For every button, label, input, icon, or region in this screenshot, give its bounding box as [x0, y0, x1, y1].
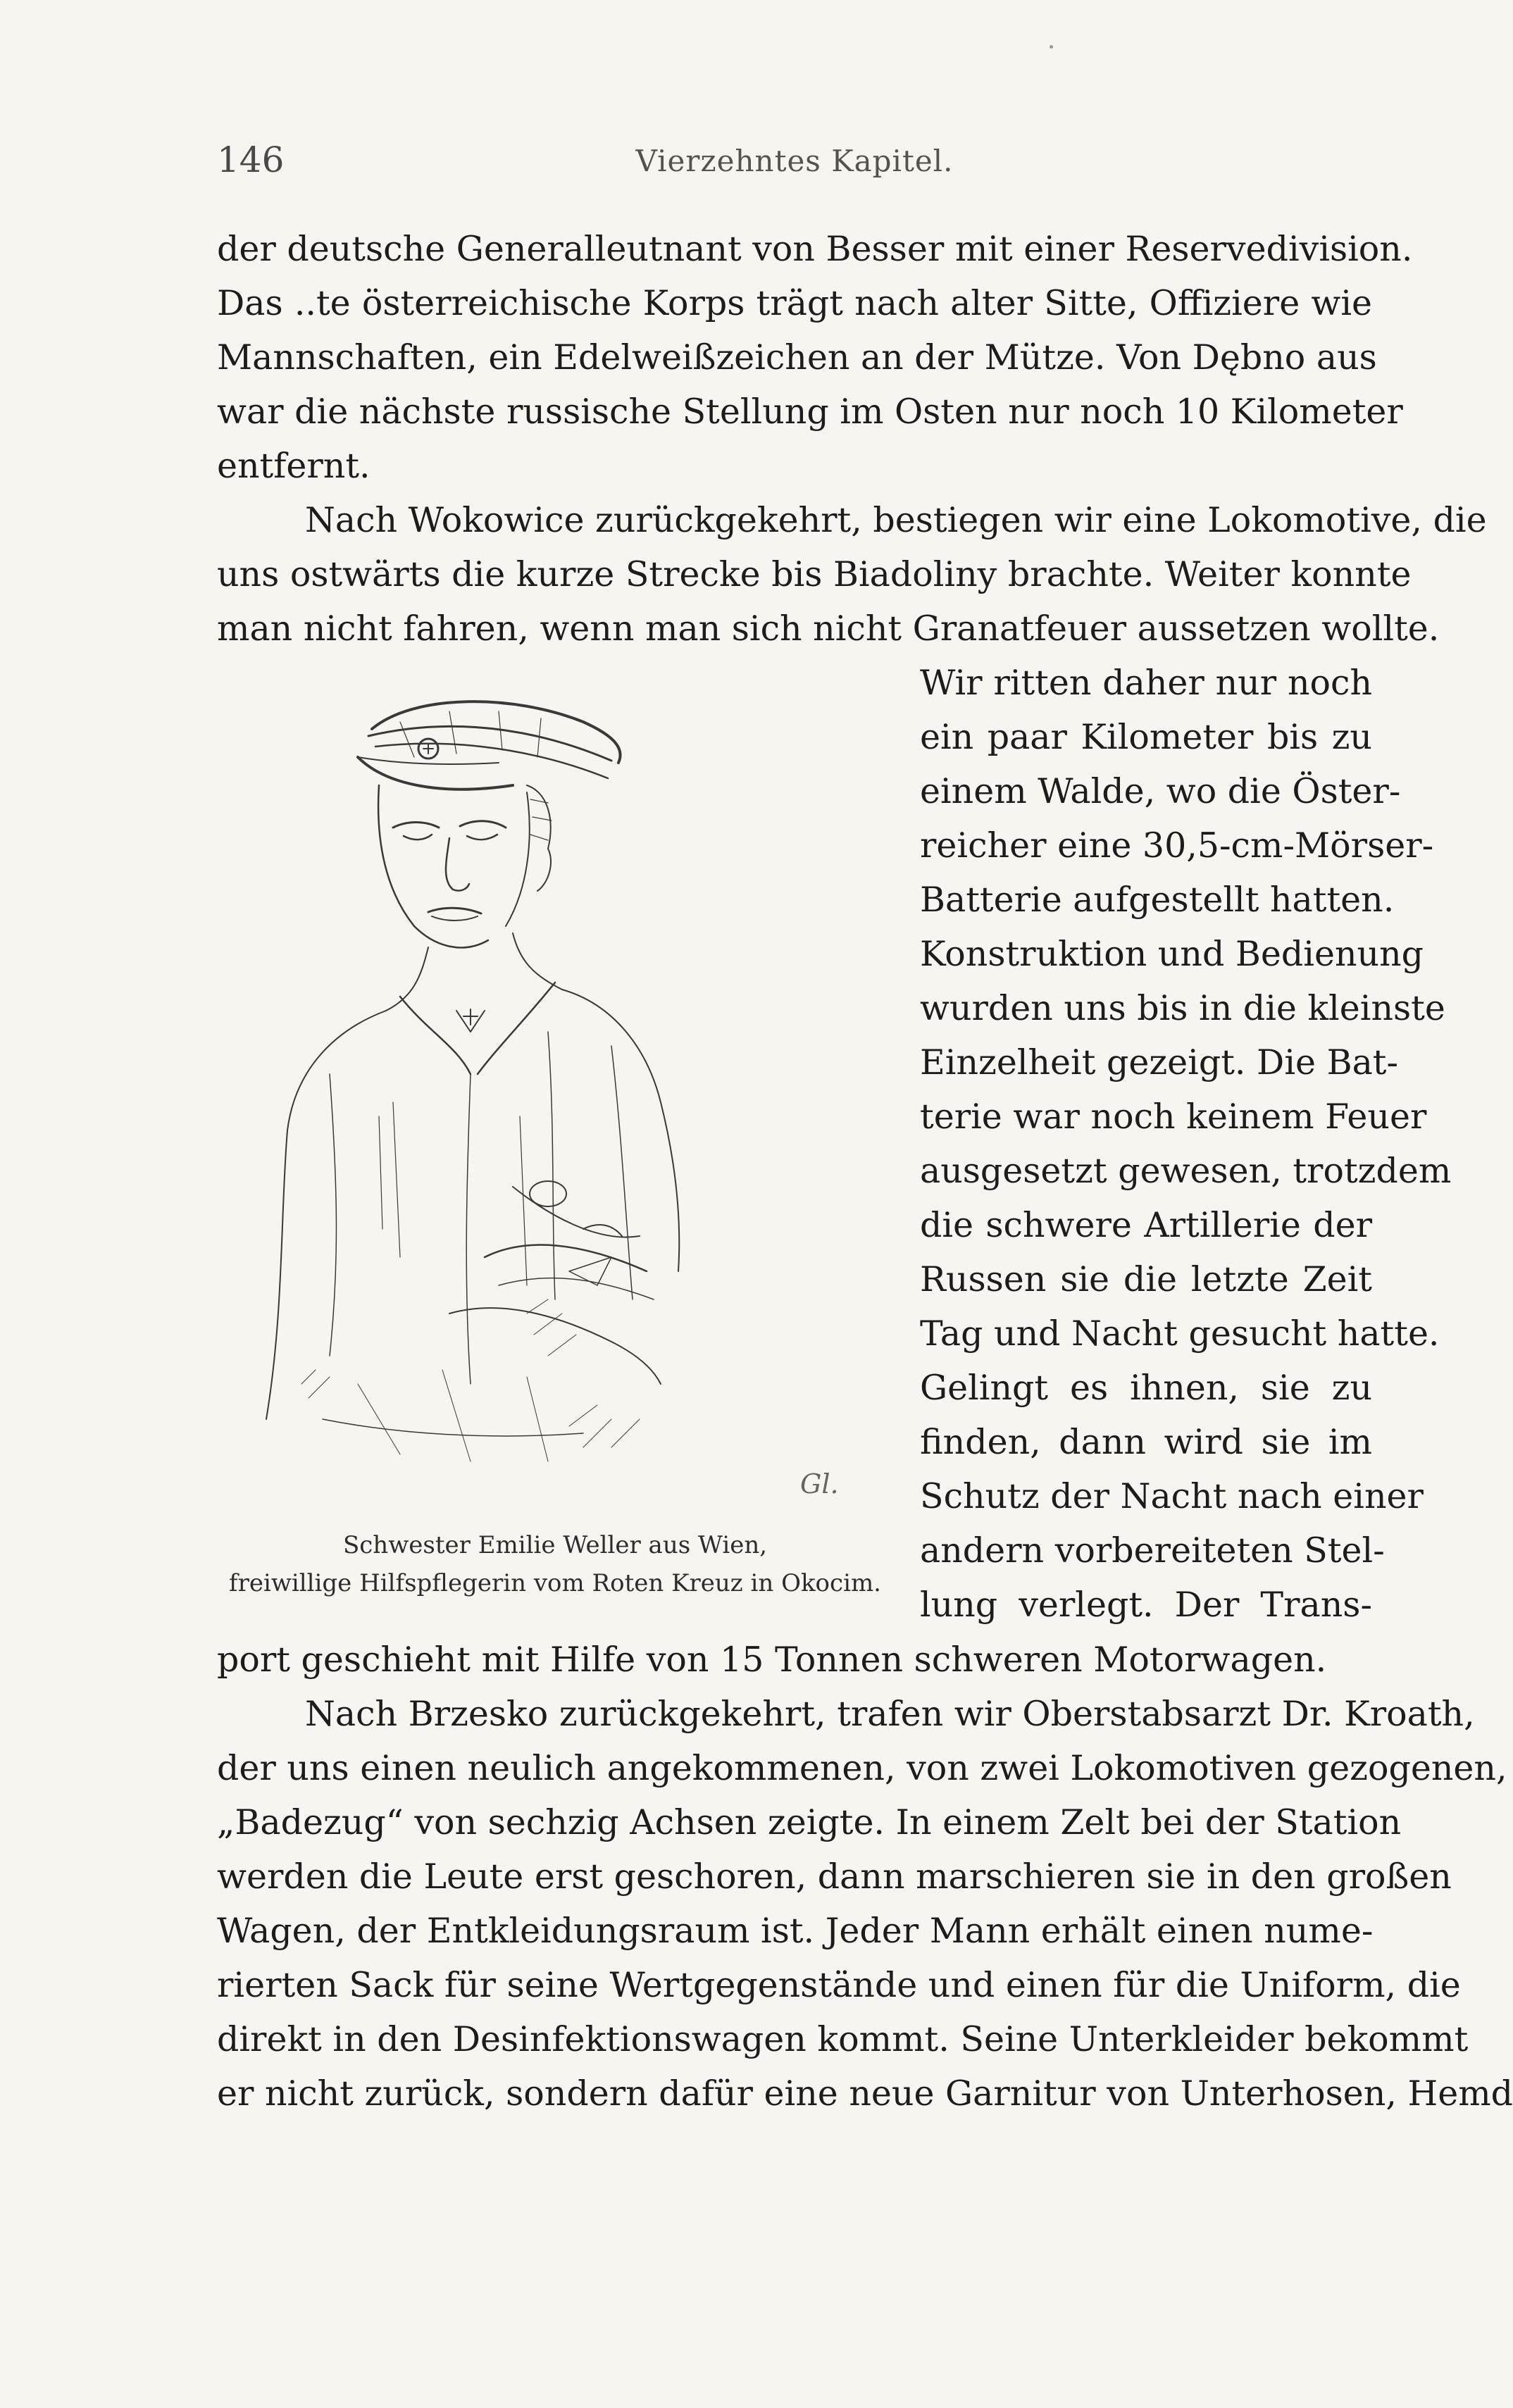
text-line: der uns einen neulich angekommenen, von zwei Lokomotiven gezogenen, — [217, 1748, 1507, 1788]
text-line: entfernt. — [217, 446, 371, 486]
text-line: die schwere Artillerie der — [920, 1205, 1372, 1245]
text-line: „Badezug“ von sechzig Achsen zeigte. In einem Zelt bei der Station — [217, 1802, 1402, 1842]
text-line: einem Walde, wo die Öster- — [920, 771, 1401, 811]
text-line: andern vorbereiteten Stel- — [920, 1530, 1385, 1571]
text-line: Russen sie die letzte Zeit — [920, 1259, 1372, 1299]
text-line: war die nächste russische Stellung im Osten nur noch 10 Kilometer — [217, 392, 1403, 432]
text-line: Konstruktion und Bedienung — [920, 934, 1424, 974]
text-line: rierten Sack für seine Wertgegenstände und einen für die Uniform, die — [217, 1965, 1461, 2005]
figure-caption-line-1: Schwester Emilie Weller aus Wien, — [342, 1531, 768, 1559]
portrait-illustration — [217, 680, 893, 1627]
text-line: wurden uns bis in die kleinste — [920, 988, 1445, 1028]
text-line: Tag und Nacht gesucht hatte. — [920, 1314, 1440, 1354]
text-line: werden die Leute erst geschoren, dann marschieren sie in den großen — [217, 1857, 1452, 1897]
page-header — [217, 139, 1372, 189]
paper-speck — [1050, 45, 1053, 49]
text-line: er nicht zurück, sondern dafür eine neue Garnitur von Unterhosen, Hemd — [217, 2073, 1513, 2114]
text-line: uns ostwärts die kurze Strecke bis Biadoliny brachte. Weiter konnte — [217, 554, 1412, 594]
text-line: Schutz der Nacht nach einer — [920, 1476, 1424, 1516]
text-line: Mannschaften, ein Edelweißzeichen an der Mütze. Von Dębno aus — [217, 337, 1377, 378]
text-line: Nach Wokowice zurückgekehrt, bestiegen wir eine Lokomotive, die — [305, 500, 1487, 540]
text-line: Gelingt es ihnen, sie zu — [920, 1368, 1372, 1408]
text-line: Wagen, der Entkleidungsraum ist. Jeder Mann erhält einen nume- — [217, 1911, 1374, 1951]
text-line: der deutsche Generalleutnant von Besser mit einer Reservedivision. — [217, 229, 1413, 269]
text-line: terie war noch keinem Feuer — [920, 1097, 1427, 1137]
text-line: ausgesetzt gewesen, trotzdem — [920, 1151, 1452, 1191]
text-line: Wir ritten daher nur noch — [920, 663, 1372, 703]
text-line: Einzelheit gezeigt. Die Bat- — [920, 1042, 1399, 1083]
text-line: port geschieht mit Hilfe von 15 Tonnen schweren Motorwagen. — [217, 1640, 1327, 1680]
text-line: finden, dann wird sie im — [920, 1422, 1372, 1462]
nurse-sketch — [217, 680, 893, 1539]
text-line: Nach Brzesko zurückgekehrt, trafen wir Oberstabsarzt Dr. Kroath, — [305, 1694, 1475, 1734]
text-line: reicher eine 30,5-cm-Mörser- — [920, 825, 1434, 866]
text-line: lung verlegt. Der Trans- — [920, 1585, 1372, 1625]
text-line: Batterie aufgestellt hatten. — [920, 880, 1395, 920]
text-line: Das ..te österreichische Korps trägt nach alter Sitte, Offiziere wie — [217, 283, 1372, 323]
page-number: 146 — [217, 139, 285, 180]
text-line: direkt in den Desinfektionswagen kommt. Seine Unterkleider bekommt — [217, 2019, 1469, 2059]
figure-caption-line-2: freiwillige Hilfspflegerin vom Roten Kreuz in Okocim. — [228, 1569, 881, 1597]
text-line: ein paar Kilometer bis zu — [920, 717, 1372, 757]
running-head: Vierzehntes Kapitel. — [635, 144, 954, 178]
text-line: man nicht fahren, wenn man sich nicht Granatfeuer aussetzen wollte. — [217, 609, 1440, 649]
artist-signature: Gl. — [800, 1468, 839, 1499]
